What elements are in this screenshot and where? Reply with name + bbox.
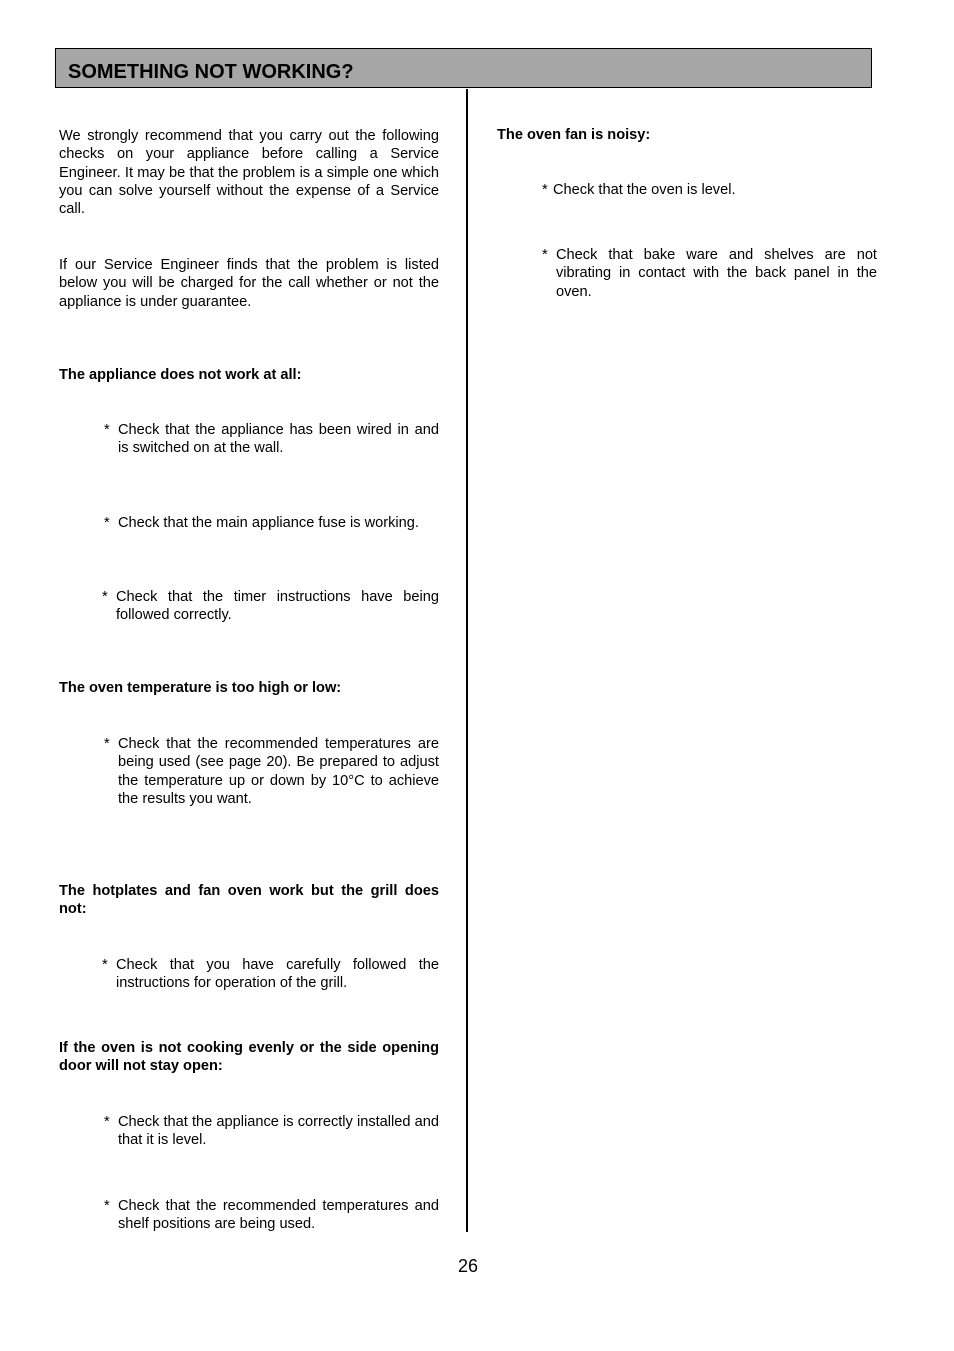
intro-paragraph-2: If our Service Engineer finds that the problem is listed below you will be charged for the call whether or not the appliance is under guarantee. xyxy=(59,257,439,310)
bullet-marker: * xyxy=(104,422,110,438)
section-heading: If the oven is not cooking evenly or the side opening door will not stay open: xyxy=(59,1040,439,1075)
list-item-text: Check that you have carefully followed the instructions for operation of the grill. xyxy=(116,957,439,992)
intro-paragraph-1: We strongly recommend that you carry out the following checks on your appliance before calling a Service Engineer. It may be that the problem is a simple one which you can solve yourself without the expense of a Service call. xyxy=(59,128,439,218)
bullet-marker: * xyxy=(542,182,548,198)
bullet-marker: * xyxy=(104,736,110,752)
list-item xyxy=(102,588,439,625)
page-title: SOMETHING NOT WORKING? xyxy=(68,61,354,83)
bullet-marker: * xyxy=(104,1198,110,1214)
list-item xyxy=(102,956,439,993)
section-heading: The oven fan is noisy: xyxy=(497,127,651,143)
list-item xyxy=(542,246,877,301)
list-item xyxy=(104,1197,439,1234)
list-item-text: Check that the appliance is correctly installed and that it is level. xyxy=(118,1114,439,1149)
list-item-text: Check that the appliance has been wired in and is switched on at the wall. xyxy=(118,422,439,457)
list-item xyxy=(104,735,439,808)
list-item xyxy=(104,1113,439,1150)
bullet-marker: * xyxy=(104,1114,110,1130)
list-item-text: Check that the oven is level. xyxy=(553,182,736,198)
section-heading: The oven temperature is too high or low: xyxy=(59,680,342,696)
list-item xyxy=(104,421,439,458)
section-header xyxy=(55,48,872,88)
list-item-text: Check that bake ware and shelves are not vibrating in contact with the back panel in the oven. xyxy=(556,247,877,300)
list-item xyxy=(542,181,877,199)
column-divider xyxy=(466,89,468,1232)
section-heading: The appliance does not work at all: xyxy=(59,367,302,383)
section-heading: The hotplates and fan oven work but the grill does not: xyxy=(59,883,439,918)
page-number: 26 xyxy=(457,1256,479,1276)
list-item-text: Check that the recommended temperatures are being used (see page 20). Be prepared to adjust the temperature up or down by 10°C to achieve the results you want. xyxy=(118,736,439,807)
list-item-text: Check that the recommended temperatures and shelf positions are being used. xyxy=(118,1198,439,1233)
bullet-marker: * xyxy=(104,515,110,531)
list-item-text: Check that the timer instructions have being followed correctly. xyxy=(116,589,439,624)
bullet-marker: * xyxy=(542,247,548,263)
list-item-text: Check that the main appliance fuse is working. xyxy=(118,515,419,531)
bullet-marker: * xyxy=(102,589,108,605)
list-item xyxy=(104,514,439,532)
bullet-marker: * xyxy=(102,957,108,973)
